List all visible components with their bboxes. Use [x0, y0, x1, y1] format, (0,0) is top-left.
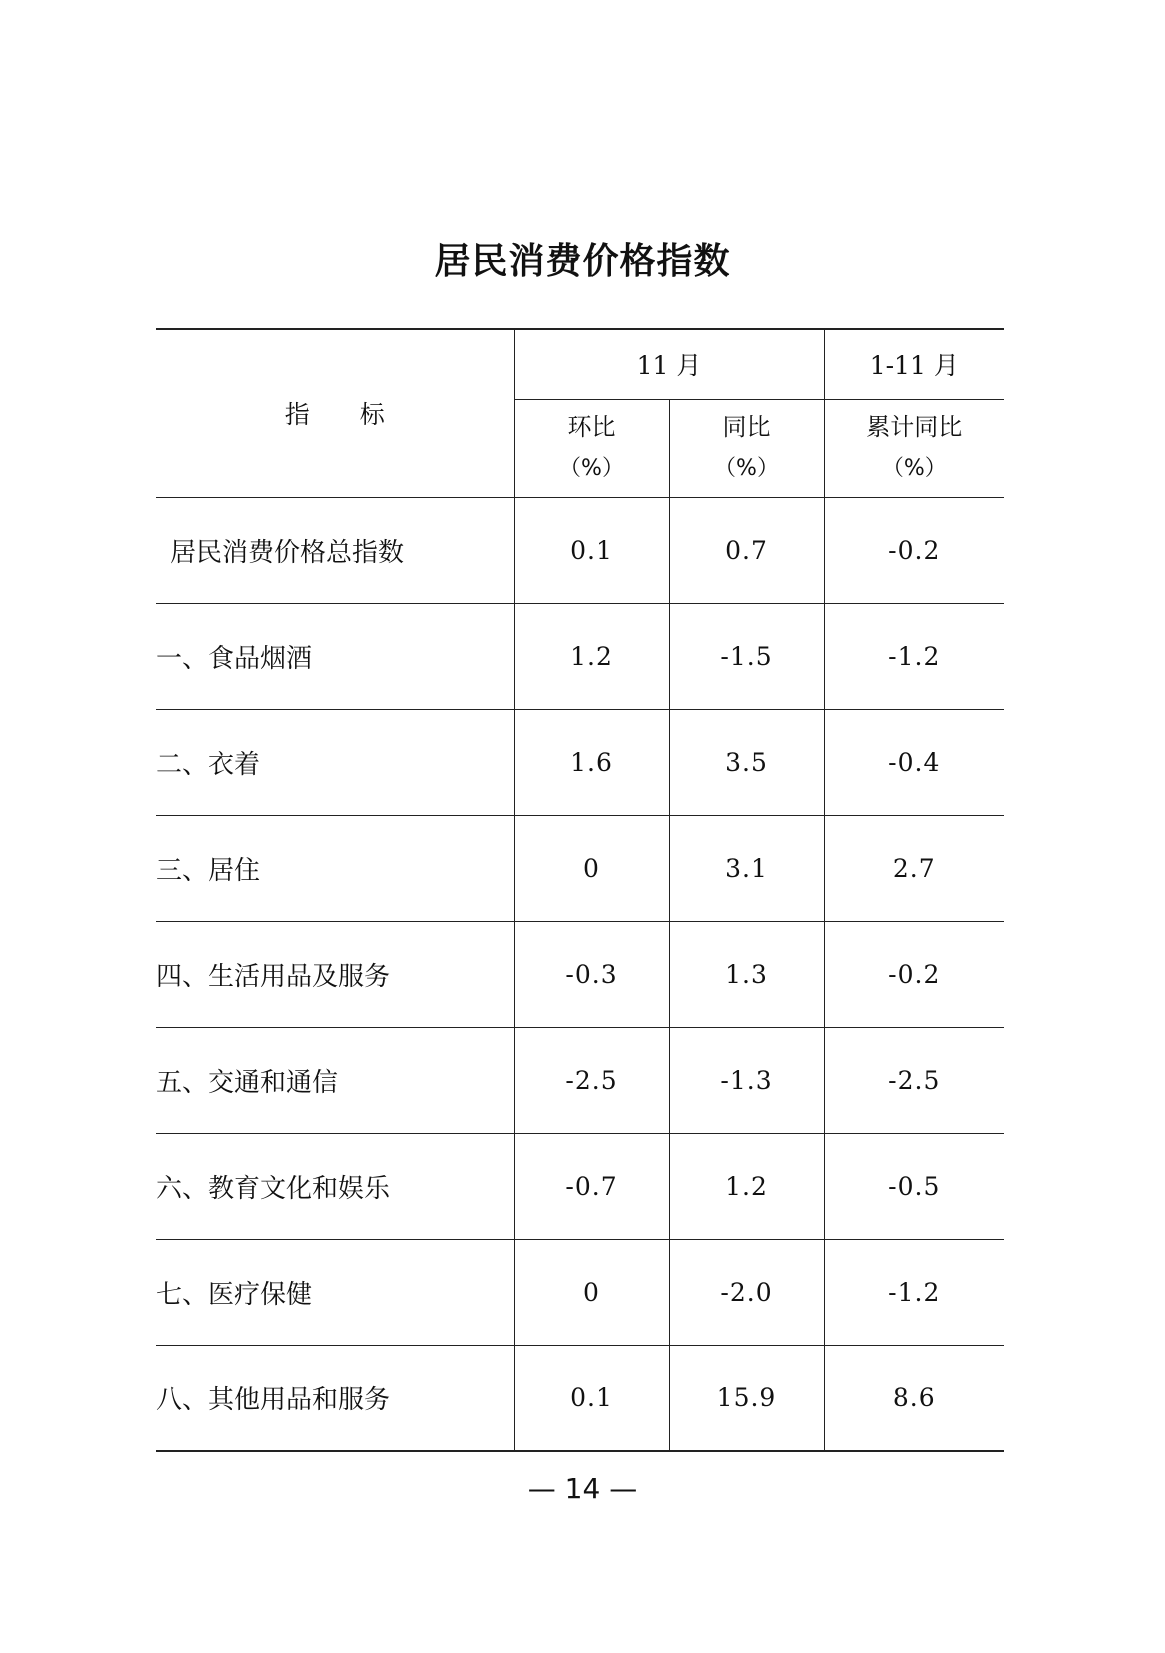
header-mom	[514, 399, 669, 497]
cell-cum: -1.2	[824, 603, 1004, 709]
table-row	[156, 1133, 1004, 1239]
row-label: 居民消费价格总指数	[156, 497, 514, 603]
cell-yoy: 1.3	[669, 921, 824, 1027]
cell-yoy: 15.9	[669, 1345, 824, 1451]
header-mom-unit: （%）	[559, 456, 624, 481]
table-body	[156, 497, 1004, 1451]
cell-mom: 0	[514, 815, 669, 921]
row-label: 八、其他用品和服务	[156, 1345, 514, 1451]
row-label: 三、居住	[156, 815, 514, 921]
cell-mom: 1.2	[514, 603, 669, 709]
header-cum-yoy	[824, 399, 1004, 497]
cell-mom: 0.1	[514, 497, 669, 603]
table-row	[156, 921, 1004, 1027]
cell-cum: -0.4	[824, 709, 1004, 815]
header-cum-yoy-unit: （%）	[881, 456, 947, 481]
header-yoy-label: 同比	[722, 413, 771, 441]
table-row	[156, 1027, 1004, 1133]
table-row	[156, 1345, 1004, 1451]
table-row	[156, 497, 1004, 603]
cell-mom: 0.1	[514, 1345, 669, 1451]
table-row	[156, 603, 1004, 709]
cell-mom: -0.3	[514, 921, 669, 1027]
row-label: 五、交通和通信	[156, 1027, 514, 1133]
cell-cum: -0.5	[824, 1133, 1004, 1239]
table-row	[156, 709, 1004, 815]
cell-yoy: 3.5	[669, 709, 824, 815]
cell-cum: -2.5	[824, 1027, 1004, 1133]
table-row	[156, 1239, 1004, 1345]
table-header	[156, 329, 1004, 497]
row-label: 一、食品烟酒	[156, 603, 514, 709]
row-label: 二、衣着	[156, 709, 514, 815]
header-month: 11 月	[514, 329, 824, 399]
cell-yoy: -1.5	[669, 603, 824, 709]
cell-yoy: 3.1	[669, 815, 824, 921]
cell-mom: -2.5	[514, 1027, 669, 1133]
header-cumulative-period: 1-11 月	[824, 329, 1004, 399]
header-cum-yoy-label: 累计同比	[866, 413, 963, 441]
cell-yoy: 1.2	[669, 1133, 824, 1239]
cell-cum: 8.6	[824, 1345, 1004, 1451]
row-label: 四、生活用品及服务	[156, 921, 514, 1027]
header-yoy-unit: （%）	[714, 456, 779, 481]
cpi-table	[156, 328, 1004, 1452]
cell-yoy: -2.0	[669, 1239, 824, 1345]
cell-cum: -0.2	[824, 921, 1004, 1027]
row-label: 七、医疗保健	[156, 1239, 514, 1345]
cell-mom: 0	[514, 1239, 669, 1345]
table-row	[156, 815, 1004, 921]
cell-yoy: -1.3	[669, 1027, 824, 1133]
cell-yoy: 0.7	[669, 497, 824, 603]
page-title: 居民消费价格指数	[434, 241, 731, 282]
cell-cum: 2.7	[824, 815, 1004, 921]
header-indicator: 指标	[156, 329, 514, 497]
cell-mom: 1.6	[514, 709, 669, 815]
cell-mom: -0.7	[514, 1133, 669, 1239]
row-label: 六、教育文化和娱乐	[156, 1133, 514, 1239]
cell-cum: -1.2	[824, 1239, 1004, 1345]
cell-cum: -0.2	[824, 497, 1004, 603]
page-number: — 14 —	[527, 1472, 638, 1505]
header-mom-label: 环比	[567, 413, 616, 441]
header-yoy	[669, 399, 824, 497]
